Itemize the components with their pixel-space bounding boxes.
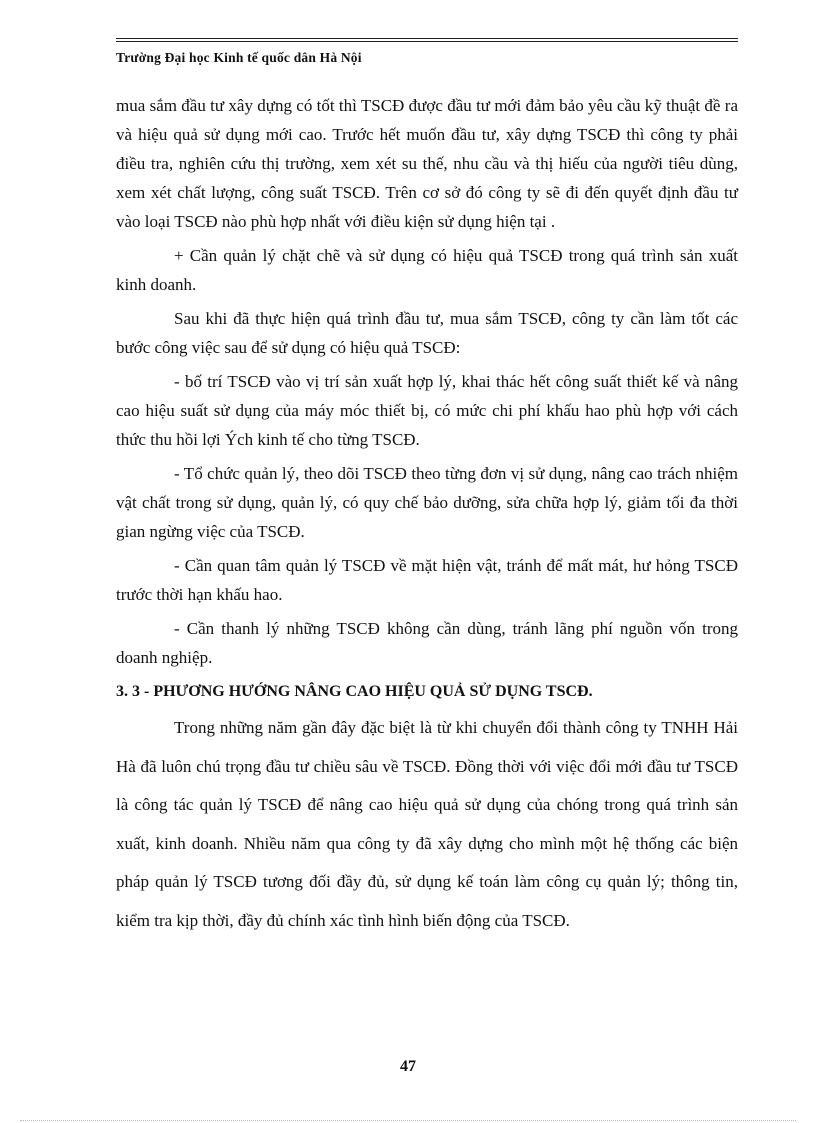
paragraph: + Cần quản lý chặt chẽ và sử dụng có hiệu quả TSCĐ trong quá trình sản xuất kinh doanh. — [116, 246, 738, 294]
page-bottom-border — [20, 1120, 796, 1121]
section-heading — [116, 677, 738, 706]
section-title: - PHƯƠNG HƯỚNG NÂNG CAO HIỆU QUẢ SỬ DỤNG TSCĐ. — [140, 683, 593, 700]
running-header: Trường Đại học Kinh tế quốc dân Hà Nội — [116, 50, 362, 65]
list-item: - Cần thanh lý những TSCĐ không cần dùng, tránh lãng phí nguồn vốn trong doanh nghiệp. — [116, 619, 738, 667]
list-item: - Cần quan tâm quản lý TSCĐ về mặt hiện vật, tránh để mất mát, hư hỏng TSCĐ trước thời hạn khấu hao. — [116, 556, 738, 604]
section-number: 3. 3 — [116, 683, 140, 700]
paragraph: Trong những năm gần đây đặc biệt là từ khi chuyển đổi thành công ty TNHH Hải Hà đã luôn chú trọng đầu tư chiều sâu về TSCĐ. Đồng thời với việc đổi mới đầu tư TSCĐ là công tác quản lý TSCĐ để nâng cao hiệu quả sử dụng của chóng trong quá trình sản xuất, kinh doanh. Nhiều năm qua công ty đã xây dựng cho mình một hệ thống các biện pháp quản lý TSCĐ tương đối đầy đủ, sử dụng kế toán làm công cụ quản lý; thông tin, kiểm tra kịp thời, đầy đủ chính xác tình hình biến động của TSCĐ. — [116, 718, 738, 930]
page-number: 47 — [400, 1058, 416, 1075]
paragraph: Sau khi đã thực hiện quá trình đầu tư, mua sắm TSCĐ, công ty cần làm tốt các bước công việc sau để sử dụng có hiệu quả TSCĐ: — [116, 309, 738, 357]
list-item: - Tổ chức quản lý, theo dõi TSCĐ theo từng đơn vị sử dụng, nâng cao trách nhiệm vật chất trong sử dụng, quản lý, có quy chế bảo dưỡng, sửa chữa hợp lý, giảm tối đa thời gian ngừng việc của TSCĐ. — [116, 464, 738, 541]
paragraph-continuation: mua sắm đầu tư xây dựng có tốt thì TSCĐ được đầu tư mới đảm bảo yêu cầu kỹ thuật đề ra và hiệu quả sử dụng mới cao. Trước hết muốn đầu tư, xây dựng TSCĐ thì công ty phải điều tra, nghiên cứu thị trường, xem xét su thế, nhu cầu và thị hiếu của người tiêu dùng, xem xét chất lượng, công suất TSCĐ. Trên cơ sở đó công ty sẽ đi đến quyết định đầu tư vào loại TSCĐ nào phù hợp nhất với điều kiện sử dụng hiện tại . — [116, 96, 738, 231]
page-body — [116, 91, 738, 945]
header-rule-bottom — [116, 41, 738, 42]
header-rule-top — [116, 38, 738, 39]
list-item: - bố trí TSCĐ vào vị trí sản xuất hợp lý, khai thác hết công suất thiết kế và nâng cao hiệu suất sử dụng của máy móc thiết bị, có mức chi phí khấu hao phù hợp với cách thức thu hồi lợi Ých kinh tế cho từng TSCĐ. — [116, 372, 738, 449]
